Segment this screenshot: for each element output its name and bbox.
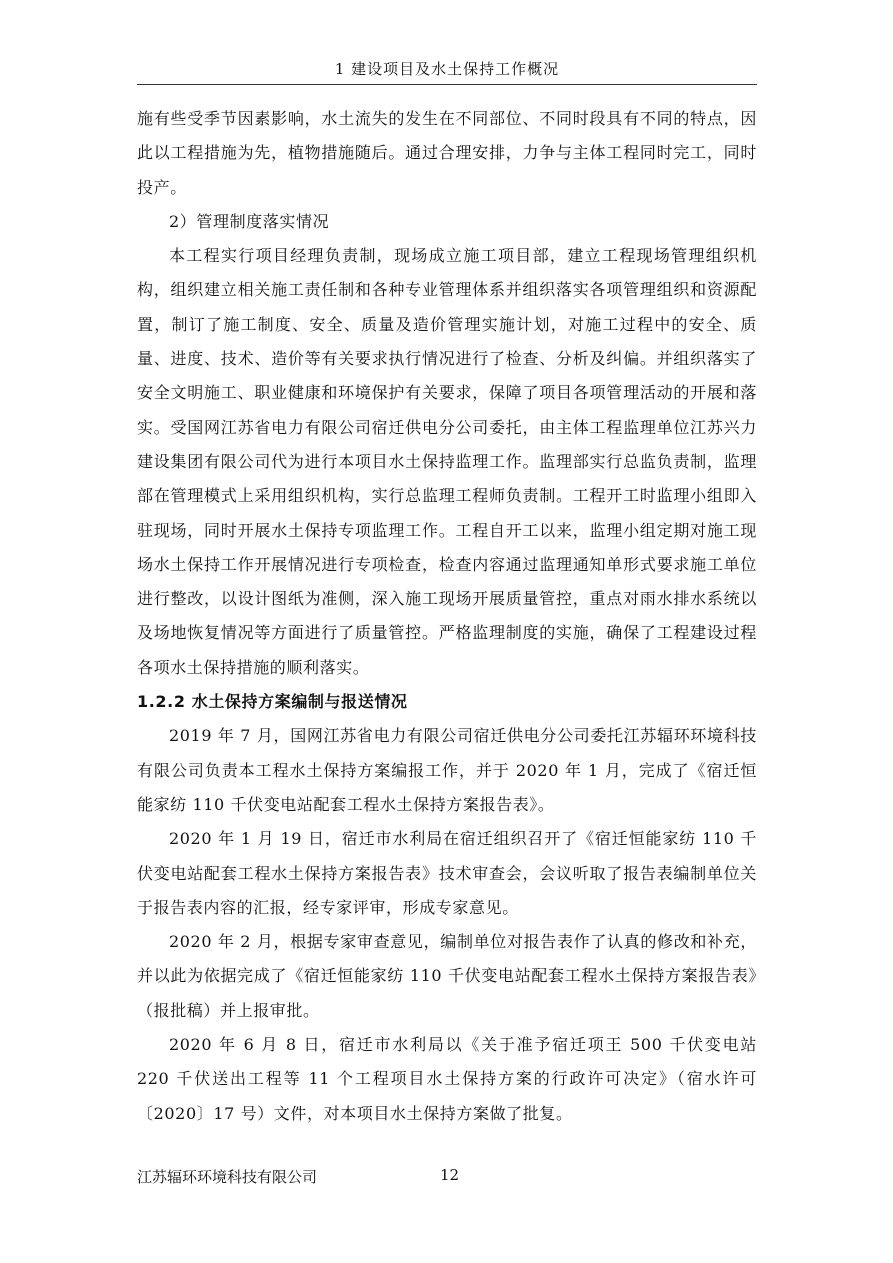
- subsection-heading: 2）管理制度落实情况: [169, 211, 330, 231]
- paragraph-2019: 2019 年 7 月，国网江苏省电力有限公司宿迁供电分公司委托江苏辐环环境科技有限公司负责本工程水土保持方案编报工作，并于 2020 年 1 月，完成了《宿迁恒能家纺 110 千伏变电站配套工程水土保持方案报告表》。: [137, 726, 757, 814]
- paragraph-management: 本工程实行项目经理负责制，现场成立施工项目部，建立工程现场管理组织机构，组织建立相关施工责任制和各种专业管理体系并组织落实各项管理组织和资源配置，制订了施工制度、安全、质量及造价管理实施计划，对施工过程中的安全、质量、进度、技术、造价等有关要求执行情况进行了检查、分析及纠偏。并组织落实了安全文明施工、职业健康和环境保护有关要求，保障了项目各项管理活动的开展和落实。受国网江苏省电力有限公司宿迁供电分公司委托，由主体工程监理单位江苏兴力建设集团有限公司代为进行本项目水土保持监理工作。监理部实行总监负责制，监理部在管理模式上采用组织机构，实行总监理工程师负责制。工程开工时监理小组即入驻现场，同时开展水土保持专项监理工作。工程自开工以来，监理小组定期对施工现场水土保持工作开展情况进行专项检查，检查内容通过监理通知单形式要求施工单位进行整改，以设计图纸为准侧，深入施工现场开展质量管控，重点对雨水排水系统以及场地恢复情况等方面进行了质量管控。严格监理制度的实施，确保了工程建设过程各项水土保持措施的顺利落实。: [137, 246, 757, 677]
- paragraph-2020-feb: 2020 年 2 月，根据专家审查意见，编制单位对报告表作了认真的修改和补充，并以此为依据完成了《宿迁恒能家纺 110 千伏变电站配套工程水土保持方案报告表》（报批稿）并上报审批。: [137, 932, 757, 1020]
- paragraph-2020-jun: 2020 年 6 月 8 日，宿迁市水利局以《关于准予宿迁项王 500 千伏变电站 220 千伏送出工程等 11 个工程项目水土保持方案的行政许可决定》（宿水许可〔2020〕17 号）文件，对本项目水土保持方案做了批复。: [137, 1035, 757, 1123]
- section-heading: 1.2.2 水土保持方案编制与报送情况: [137, 692, 408, 712]
- page-body: [137, 102, 757, 1131]
- running-header: 1 建设项目及水土保持工作概况: [334, 60, 560, 78]
- paragraph-2020-jan: 2020 年 1 月 19 日，宿迁市水利局在宿迁组织召开了《宿迁恒能家纺 110 千伏变电站配套工程水土保持方案报告表》技术审查会，会议听取了报告表编制单位关于报告表内容的汇报，经专家评审，形成专家意见。: [137, 829, 757, 917]
- paragraph-continued: 施有些受季节因素影响，水土流失的发生在不同部位、不同时段具有不同的特点，因此以工程措施为先，植物措施随后。通过合理安排，力争与主体工程同时完工，同时投产。: [137, 109, 757, 197]
- footer-company: 江苏辐环环境科技有限公司: [137, 1168, 318, 1186]
- header-divider: [137, 84, 757, 85]
- page-number: 12: [440, 1166, 460, 1184]
